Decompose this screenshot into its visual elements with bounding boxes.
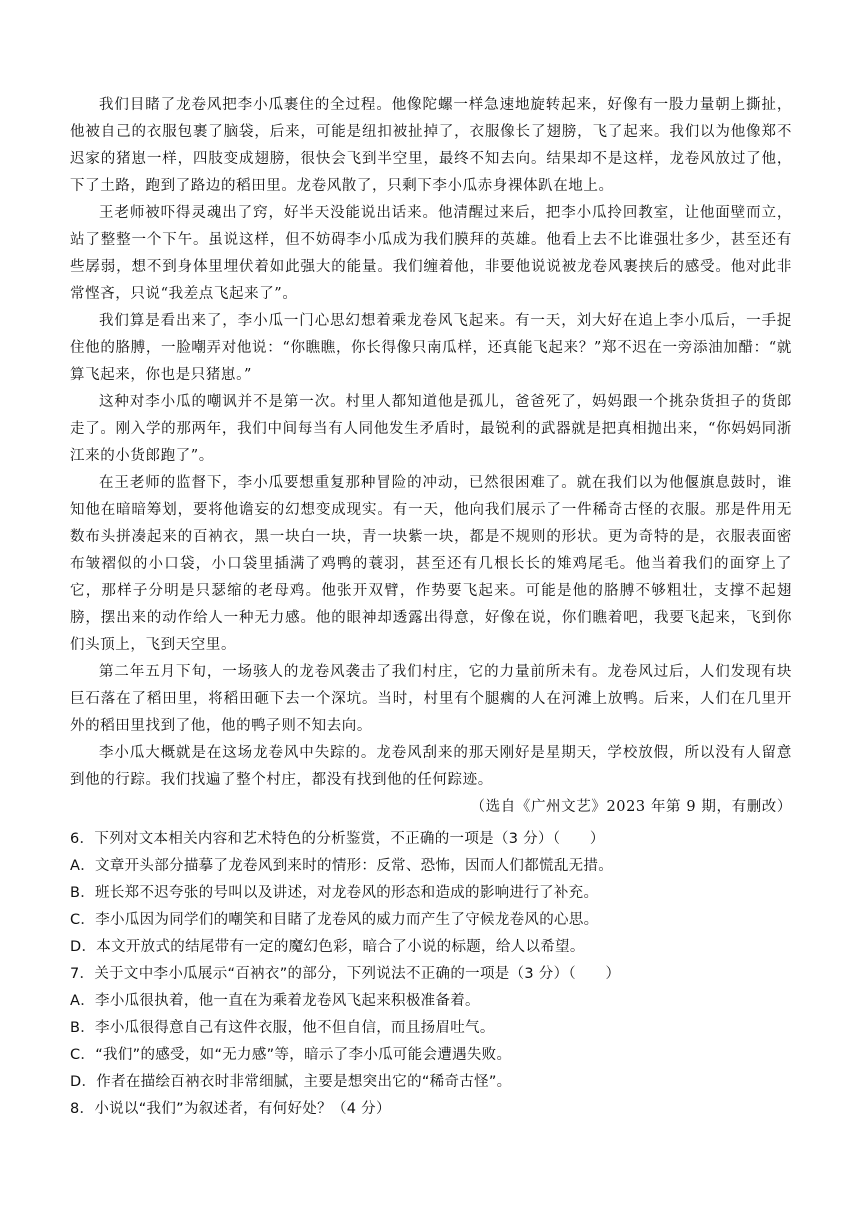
- option-a: A．文章开头部分描摹了龙卷风到来时的情形：反常、恐怖，因而人们都慌乱无措。: [70, 858, 614, 874]
- question-stem: 6．下列对文本相关内容和艺术特色的分析鉴赏，不正确的一项是（3 分）（ ）: [70, 831, 605, 847]
- question-8: [70, 1096, 792, 1123]
- option-d: D．本文开放式的结尾带有一定的魔幻色彩，暗合了小说的标题，给人以希望。: [70, 939, 585, 955]
- passage-paragraph: 这种对李小瓜的嘲讽并不是第一次。村里人都知道他是孤儿，爸爸死了，妈妈跟一个挑杂货担子的货郎走了。刚入学的那两年，我们中间每当有人同他发生矛盾时，最锐利的武器就是把真相抛出来，“你妈妈同浙江来的小货郎跑了”。: [70, 394, 792, 464]
- option-list: [70, 988, 792, 1096]
- passage-paragraph: 我们算是看出来了，李小瓜一门心思幻想着乘龙卷风飞起来。有一天，刘大好在追上李小瓜后，一手捉住他的胳膊，一脸嘲弄对他说：“你瞧瞧，你长得像只南瓜样，还真能飞起来？”郑不迟在一旁添油加醋：“就算飞起来，你也是只猪崽。”: [70, 313, 792, 383]
- option-a: A．李小瓜很执着，他一直在为乘着龙卷风飞起来积极准备着。: [70, 993, 480, 1009]
- option-b: B．班长郑不迟夸张的号叫以及讲述，对龙卷风的形态和造成的影响进行了补充。: [70, 885, 599, 901]
- passage-paragraph: 在王老师的监督下，李小瓜要想重复那种冒险的冲动，已然很困难了。就在我们以为他偃旗息鼓时，谁知他在暗暗筹划，要将他谵妄的幻想变成现实。有一天，他向我们展示了一件稀奇古怪的衣服。那是件用无数布头拼凑起来的百衲衣，黑一块白一块，青一块紫一块，都是不规则的形状。更为奇特的是，衣服表面密布皱褶似的小口袋，小口袋里插满了鸡鸭的蓑羽，甚至还有几根长长的雉鸡尾毛。他当着我们的面穿上了它，那样子分明是只瑟缩的老母鸡。他张开双臂，作势要飞起来。可能是他的胳膊不够粗壮，支撑不起翅膀，摆出来的动作给人一种无力感。他的眼神却透露出得意，好像在说，你们瞧着吧，我要飞起来，飞到你们头顶上，飞到天空里。: [70, 475, 792, 653]
- question-7: [70, 961, 792, 1096]
- option-b: B．李小瓜很得意自己有这件衣服，他不但自信，而且扬眉吐气。: [70, 1020, 495, 1036]
- passage-paragraph: 李小瓜大概就是在这场龙卷风中失踪的。龙卷风刮来的那天刚好是星期天，学校放假，所以没有人留意到他的行踪。我们找遍了整个村庄，都没有找到他的任何踪迹。: [70, 745, 792, 788]
- option-c: C．“我们”的感受，如“无力感”等，暗示了李小瓜可能会遭遇失败。: [70, 1047, 512, 1063]
- source-citation: （选自《广州文艺》2023 年第 9 期，有删改）: [470, 799, 792, 815]
- question-stem: 8．小说以“我们”为叙述者，有何好处？（4 分）: [70, 1101, 391, 1117]
- question-section: [70, 826, 792, 1123]
- option-list: [70, 853, 792, 961]
- option-c: C．李小瓜因为同学们的嘲笑和目睹了龙卷风的威力而产生了守候龙卷风的心思。: [70, 912, 599, 928]
- question-6: [70, 826, 792, 961]
- reading-passage: [70, 92, 792, 821]
- question-stem: 7．关于文中李小瓜展示“百衲衣”的部分，下列说法不正确的一项是（3 分）（ ）: [70, 966, 621, 982]
- passage-paragraph: 我们目睹了龙卷风把李小瓜裹住的全过程。他像陀螺一样急速地旋转起来，好像有一股力量朝上撕扯，他被自己的衣服包裹了脑袋，后来，可能是纽扣被扯掉了，衣服像长了翅膀，飞了起来。我们以为他像郑不迟家的猪崽一样，四肢变成翅膀，很快会飞到半空里，最终不知去向。结果却不是这样，龙卷风放过了他，下了土路，跑到了路边的稻田里。龙卷风散了，只剩下李小瓜赤身裸体趴在地上。: [70, 97, 792, 194]
- passage-paragraph: 王老师被吓得灵魂出了窍，好半天没能说出话来。他清醒过来后，把李小瓜拎回教室，让他面壁而立，站了整整一个下午。虽说这样，但不妨碍李小瓜成为我们膜拜的英雄。他看上去不比谁强壮多少，甚至还有些孱弱，想不到身体里埋伏着如此强大的能量。我们缠着他，非要他说说被龙卷风裹挟后的感受。他对此非常悭吝，只说“我差点飞起来了”。: [70, 205, 792, 302]
- option-d: D．作者在描绘百衲衣时非常细腻，主要是想突出它的“稀奇古怪”。: [70, 1074, 512, 1090]
- passage-paragraph: 第二年五月下旬，一场骇人的龙卷风袭击了我们村庄，它的力量前所未有。龙卷风过后，人们发现有块巨石落在了稻田里，将稻田砸下去一个深坑。当时，村里有个腿瘸的人在河滩上放鸭。后来，人们在几里开外的稻田里找到了他，他的鸭子则不知去向。: [70, 664, 792, 734]
